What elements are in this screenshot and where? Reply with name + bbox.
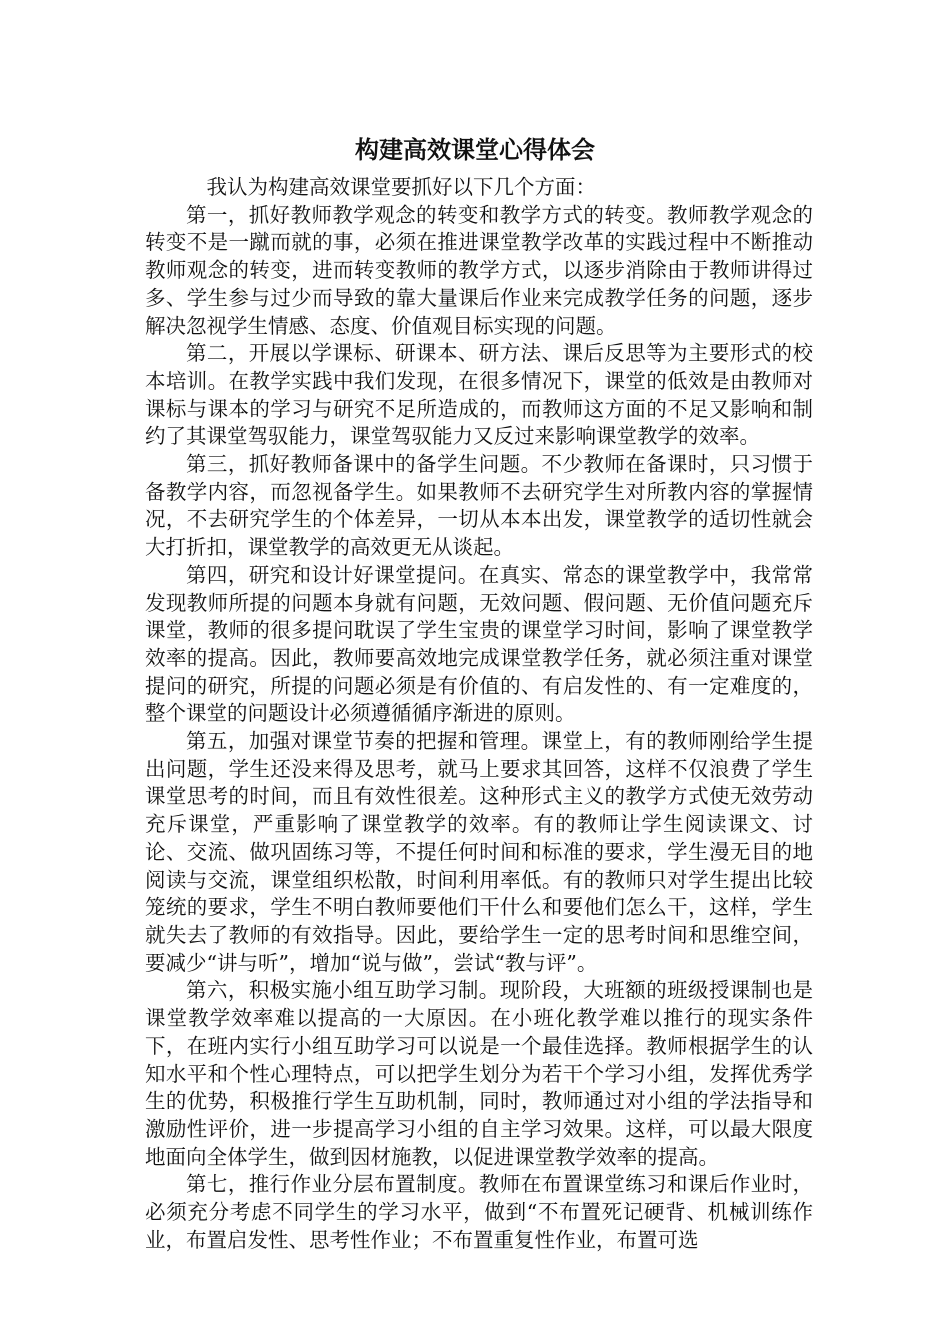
paragraph-7: 第七，推行作业分层布置制度。教师在布置课堂练习和课后作业时，必须充分考虑不同学生的学习水平，做到“不布置死记硬背、机械训练作业，布置启发性、思考性作业；不布置重复性作业，布置可选 <box>145 1172 813 1252</box>
paragraph-6: 第六，积极实施小组互助学习制。现阶段，大班额的班级授课制也是课堂教学效率难以提高的一大原因。在小班化教学难以推行的现实条件下，在班内实行小组互助学习可以说是一个最佳选择。教师根据学生的认知水平和个性心理特点，可以把学生划分为若干个学习小组，发挥优秀学生的优势，积极推行学生互助机制，同时，教师通过对小组的学法指导和激励性评价，进一步提高学习小组的自主学习效果。这样，可以最大限度地面向全体学生，做到因材施教，以促进课堂教学效率的提高。 <box>145 978 813 1169</box>
paragraph-5: 第五，加强对课堂节奏的把握和管理。课堂上，有的教师刚给学生提出问题，学生还没来得及思考，就马上要求其回答，这样不仅浪费了学生课堂思考的时间，而且有效性很差。这种形式主义的教学方式使无效劳动充斥课堂，严重影响了课堂教学的效率。有的教师让学生阅读课文、讨论、交流、做巩固练习等，不提任何时间和标准的要求，学生漫无目的地阅读与交流，课堂组织松散，时间利用率低。有的教师只对学生提出比较笼统的要求，学生不明白教师要他们干什么和要他们怎么干，这样，学生就失去了教师的有效指导。因此，要给学生一定的思考时间和思维空间，要减少“讲与听”，增加“说与做”，尝试“教与评”。 <box>145 729 813 975</box>
paragraph-1: 第一，抓好教师教学观念的转变和教学方式的转变。教师教学观念的转变不是一蹴而就的事，必须在推进课堂教学改革的实践过程中不断推动教师观念的转变，进而转变教师的教学方式，以逐步消除由于教师讲得过多、学生参与过少而导致的靠大量课后作业来完成教学任务的问题，逐步解决忽视学生情感、态度、价值观目标实现的问题。 <box>145 202 813 338</box>
paragraph-4: 第四，研究和设计好课堂提问。在真实、常态的课堂教学中，我常常发现教师所提的问题本身就有问题，无效问题、假问题、无价值问题充斥课堂，教师的很多提问耽误了学生宝贵的课堂学习时间，影响了课堂教学效率的提高。因此，教师要高效地完成课堂教学任务，就必须注重对课堂提问的研究，所提的问题必须是有价值的、有启发性的、有一定难度的，整个课堂的问题设计必须遵循循序渐进的原则。 <box>145 562 813 726</box>
paragraph-2: 第二，开展以学课标、研课本、研方法、课后反思等为主要形式的校本培训。在教学实践中我们发现，在很多情况下，课堂的低效是由教师对课标与课本的学习与研究不足所造成的，而教师这方面的不足又影响和制约了其课堂驾驭能力，课堂驾驭能力又反过来影响课堂教学的效率。 <box>145 341 813 449</box>
paragraph-3: 第三，抓好教师备课中的备学生问题。不少教师在备课时，只习惯于备教学内容，而忽视备学生。如果教师不去研究学生对所教内容的掌握情况，不去研究学生的个体差异，一切从本本出发，课堂教学的适切性就会大打折扣，课堂教学的高效更无从谈起。 <box>145 452 813 560</box>
intro-paragraph: 我认为构建高效课堂要抓好以下几个方面： <box>206 175 596 199</box>
document-body <box>145 174 813 1254</box>
document-title: 构建高效课堂心得体会 <box>355 135 595 164</box>
